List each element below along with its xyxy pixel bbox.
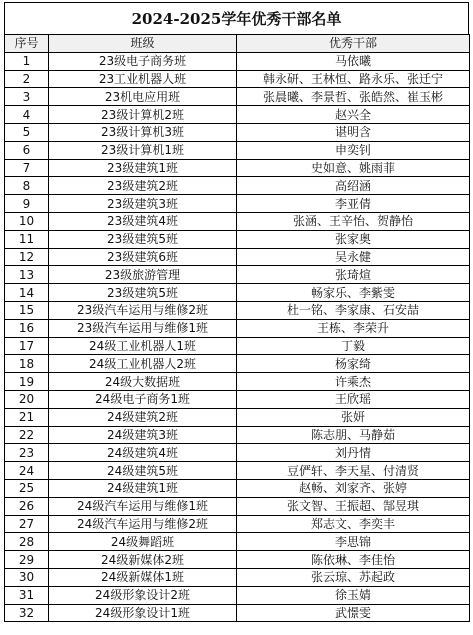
table-row xyxy=(5,159,470,177)
row-cadres: 张文智、王振超、郜昱琪 xyxy=(237,497,470,515)
row-cadres: 张晨曦、李景哲、张皓然、崔玉彬 xyxy=(237,88,470,106)
table-row xyxy=(5,355,470,373)
row-cadres: 史如意、姚雨菲 xyxy=(237,159,470,177)
row-class: 24级新媒体1班 xyxy=(49,568,237,586)
header-index: 序号 xyxy=(5,35,49,53)
row-cadres: 吴永健 xyxy=(237,248,470,266)
table-row xyxy=(5,88,470,106)
table-row xyxy=(5,177,470,195)
row-index: 6 xyxy=(5,141,49,159)
table-row xyxy=(5,462,470,480)
table-row xyxy=(5,212,470,230)
row-class: 23级汽车运用与维修1班 xyxy=(49,319,237,337)
row-cadres: 张琦煊 xyxy=(237,266,470,284)
table-row xyxy=(5,266,470,284)
row-index: 15 xyxy=(5,301,49,319)
table-row xyxy=(5,444,470,462)
table-row xyxy=(5,551,470,569)
header-row xyxy=(5,35,470,53)
table-row xyxy=(5,497,470,515)
row-class: 24级形象设计2班 xyxy=(49,586,237,604)
row-cadres: 张家奥 xyxy=(237,230,470,248)
row-cadres: 高绍涵 xyxy=(237,177,470,195)
row-cadres: 谌明含 xyxy=(237,123,470,141)
table-row xyxy=(5,337,470,355)
table-row xyxy=(5,123,470,141)
row-cadres: 张妍 xyxy=(237,408,470,426)
row-index: 28 xyxy=(5,533,49,551)
row-cadres: 徐玉婧 xyxy=(237,586,470,604)
row-class: 24级新媒体2班 xyxy=(49,551,237,569)
row-cadres: 刘丹情 xyxy=(237,444,470,462)
row-index: 4 xyxy=(5,106,49,124)
row-index: 3 xyxy=(5,88,49,106)
row-class: 23级计算机1班 xyxy=(49,141,237,159)
row-class: 24级建筑2班 xyxy=(49,408,237,426)
row-index: 32 xyxy=(5,604,49,622)
row-class: 24级建筑1班 xyxy=(49,479,237,497)
header-cadres: 优秀干部 xyxy=(237,35,470,53)
row-index: 5 xyxy=(5,123,49,141)
cadre-table xyxy=(4,34,470,622)
row-class: 24级建筑3班 xyxy=(49,426,237,444)
row-cadres: 畅家乐、李紫雯 xyxy=(237,284,470,302)
row-class: 24级建筑5班 xyxy=(49,462,237,480)
header-class: 班级 xyxy=(49,35,237,53)
row-index: 7 xyxy=(5,159,49,177)
table-row xyxy=(5,408,470,426)
row-index: 22 xyxy=(5,426,49,444)
row-class: 23级旅游管理 xyxy=(49,266,237,284)
row-cadres: 王欣瑶 xyxy=(237,390,470,408)
table-row xyxy=(5,106,470,124)
row-class: 24级大数据班 xyxy=(49,373,237,391)
row-class: 24级工业机器人1班 xyxy=(49,337,237,355)
row-cadres: 杜一铭、李家康、石安喆 xyxy=(237,301,470,319)
row-cadres: 张云琼、苏起政 xyxy=(237,568,470,586)
row-index: 1 xyxy=(5,52,49,70)
row-index: 10 xyxy=(5,212,49,230)
row-index: 12 xyxy=(5,248,49,266)
table-row xyxy=(5,479,470,497)
table-row xyxy=(5,52,470,70)
row-index: 16 xyxy=(5,319,49,337)
row-cadres: 李亚倩 xyxy=(237,195,470,213)
table-row xyxy=(5,195,470,213)
row-index: 2 xyxy=(5,70,49,88)
row-index: 30 xyxy=(5,568,49,586)
row-cadres: 韩永研、王林恒、路永乐、张迁宁 xyxy=(237,70,470,88)
row-class: 24级工业机器人2班 xyxy=(49,355,237,373)
table-row xyxy=(5,248,470,266)
row-class: 24级形象设计1班 xyxy=(49,604,237,622)
row-class: 24级舞蹈班 xyxy=(49,533,237,551)
row-class: 23机电应用班 xyxy=(49,88,237,106)
row-index: 23 xyxy=(5,444,49,462)
table-row xyxy=(5,604,470,622)
row-index: 24 xyxy=(5,462,49,480)
row-cadres: 武憬雯 xyxy=(237,604,470,622)
row-class: 24级汽车运用与维修1班 xyxy=(49,497,237,515)
row-class: 23级建筑5班 xyxy=(49,230,237,248)
row-cadres: 马依曦 xyxy=(237,52,470,70)
row-index: 20 xyxy=(5,390,49,408)
spreadsheet xyxy=(4,2,469,622)
table-row xyxy=(5,586,470,604)
row-class: 23级计算机3班 xyxy=(49,123,237,141)
row-class: 23级建筑1班 xyxy=(49,159,237,177)
row-class: 23级建筑4班 xyxy=(49,212,237,230)
row-cadres: 杨家绮 xyxy=(237,355,470,373)
table-row xyxy=(5,515,470,533)
row-class: 23级电子商务班 xyxy=(49,52,237,70)
row-cadres: 陈依琳、李佳怡 xyxy=(237,551,470,569)
row-index: 17 xyxy=(5,337,49,355)
table-row xyxy=(5,390,470,408)
table-row xyxy=(5,533,470,551)
row-class: 23级汽车运用与维修2班 xyxy=(49,301,237,319)
row-index: 25 xyxy=(5,479,49,497)
row-class: 23工业机器人班 xyxy=(49,70,237,88)
row-index: 31 xyxy=(5,586,49,604)
row-class: 23级建筑2班 xyxy=(49,177,237,195)
row-class: 23级计算机2班 xyxy=(49,106,237,124)
row-class: 24级建筑4班 xyxy=(49,444,237,462)
row-cadres: 李思锦 xyxy=(237,533,470,551)
row-index: 21 xyxy=(5,408,49,426)
row-index: 18 xyxy=(5,355,49,373)
table-row xyxy=(5,284,470,302)
table-row xyxy=(5,70,470,88)
table-row xyxy=(5,319,470,337)
row-index: 11 xyxy=(5,230,49,248)
row-index: 8 xyxy=(5,177,49,195)
row-cadres: 张涵、王辛怡、贺静怡 xyxy=(237,212,470,230)
row-index: 27 xyxy=(5,515,49,533)
sheet-title: 2024-2025学年优秀干部名单 xyxy=(4,2,469,34)
row-index: 29 xyxy=(5,551,49,569)
row-cadres: 豆俨轩、李天星、付清贤 xyxy=(237,462,470,480)
table-row xyxy=(5,301,470,319)
table-row xyxy=(5,230,470,248)
table-row xyxy=(5,141,470,159)
row-cadres: 赵兴全 xyxy=(237,106,470,124)
row-index: 13 xyxy=(5,266,49,284)
row-class: 24级电子商务1班 xyxy=(49,390,237,408)
row-index: 9 xyxy=(5,195,49,213)
row-cadres: 王栋、李荣升 xyxy=(237,319,470,337)
row-index: 14 xyxy=(5,284,49,302)
row-cadres: 陈志朋、马静茹 xyxy=(237,426,470,444)
table-row xyxy=(5,568,470,586)
row-cadres: 赵畅、刘家齐、张婷 xyxy=(237,479,470,497)
row-class: 23级建筑5班 xyxy=(49,284,237,302)
row-cadres: 丁毅 xyxy=(237,337,470,355)
row-cadres: 许乘杰 xyxy=(237,373,470,391)
row-index: 26 xyxy=(5,497,49,515)
row-class: 23级建筑3班 xyxy=(49,195,237,213)
row-class: 24级汽车运用与维修2班 xyxy=(49,515,237,533)
table-body xyxy=(5,52,470,622)
table-row xyxy=(5,373,470,391)
row-cadres: 申奕钊 xyxy=(237,141,470,159)
table-row xyxy=(5,426,470,444)
row-cadres: 郑志文、李奕丰 xyxy=(237,515,470,533)
row-index: 19 xyxy=(5,373,49,391)
row-class: 23级建筑6班 xyxy=(49,248,237,266)
